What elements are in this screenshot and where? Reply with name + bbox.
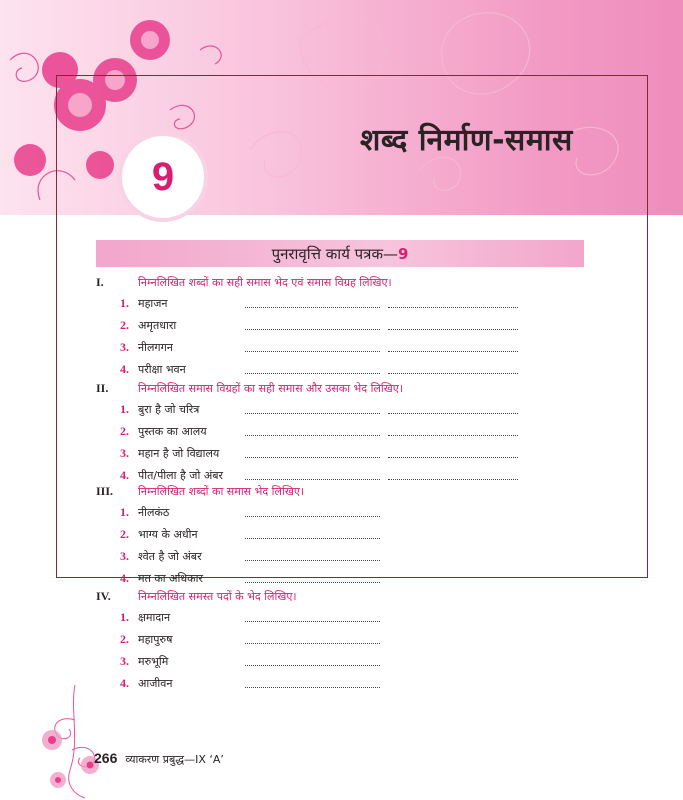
answer-blank[interactable] — [245, 582, 380, 583]
answer-blank[interactable] — [245, 479, 380, 480]
section-3-heading: III. निम्नलिखित शब्दों का समास भेद लिखिए। — [96, 484, 305, 498]
answer-blank[interactable] — [388, 413, 518, 414]
list-item: 1. क्षमादान — [120, 610, 171, 624]
list-item: 2. अमृतधारा — [120, 318, 177, 332]
answer-blank[interactable] — [245, 373, 380, 374]
list-item: 3. श्वेत है जो अंबर — [120, 549, 202, 563]
list-item: 3. मरुभूमि — [120, 654, 169, 668]
answer-blank[interactable] — [245, 351, 380, 352]
list-item: 2. पुस्तक का आलय — [120, 424, 207, 438]
section-1-heading: I. निम्नलिखित शब्दों का सही समास भेद एवं समास विग्रह लिखिए। — [96, 275, 392, 289]
answer-blank[interactable] — [388, 479, 518, 480]
list-item: 3. नीलगगन — [120, 340, 173, 354]
list-item: 1. बुरा है जो चरित्र — [120, 402, 200, 416]
answer-blank[interactable] — [245, 329, 380, 330]
answer-blank[interactable] — [245, 457, 380, 458]
chapter-number: 9 — [151, 154, 175, 199]
list-item: 4. पीत/पीला है जो अंबर — [120, 468, 224, 482]
answer-blank[interactable] — [245, 538, 380, 539]
list-item: 4. परीक्षा भवन — [120, 362, 186, 376]
list-item: 2. महापुरुष — [120, 632, 173, 646]
list-item: 1. नीलकंठ — [120, 505, 170, 519]
answer-blank[interactable] — [245, 516, 380, 517]
chapter-title: शब्द निर्माण-समास — [360, 123, 573, 158]
answer-blank[interactable] — [245, 413, 380, 414]
page-footer — [94, 750, 224, 767]
list-item: 4. आजीवन — [120, 676, 173, 690]
answer-blank[interactable] — [245, 665, 380, 666]
answer-blank[interactable] — [388, 307, 518, 308]
answer-blank[interactable] — [388, 435, 518, 436]
answer-blank[interactable] — [245, 307, 380, 308]
worksheet-title: पुनरावृत्ति कार्य पत्रक—9 — [271, 244, 409, 263]
worksheet-banner — [96, 240, 584, 267]
answer-blank[interactable] — [245, 687, 380, 688]
answer-blank[interactable] — [388, 373, 518, 374]
footer-floral-icon — [30, 680, 140, 800]
list-item: 1. महाजन — [120, 296, 168, 310]
list-item: 3. महान है जो विद्यालय — [120, 446, 220, 460]
chapter-number-badge — [122, 136, 204, 218]
list-item: 2. भाग्य के अधीन — [120, 527, 198, 541]
answer-blank[interactable] — [388, 329, 518, 330]
page-number: 266 — [94, 750, 118, 766]
book-title: व्याकरण प्रबुद्ध—IX ‘A’ — [125, 753, 224, 766]
section-2-heading: II. निम्नलिखित समास विग्रहों का सही समास और उसका भेद लिखिए। — [96, 381, 404, 395]
answer-blank[interactable] — [388, 457, 518, 458]
answer-blank[interactable] — [245, 435, 380, 436]
answer-blank[interactable] — [245, 560, 380, 561]
answer-blank[interactable] — [388, 351, 518, 352]
answer-blank[interactable] — [245, 643, 380, 644]
answer-blank[interactable] — [245, 621, 380, 622]
section-4-heading: IV. निम्नलिखित समस्त पदों के भेद लिखिए। — [96, 589, 297, 603]
list-item: 4. मत का अधिकार — [120, 571, 203, 585]
